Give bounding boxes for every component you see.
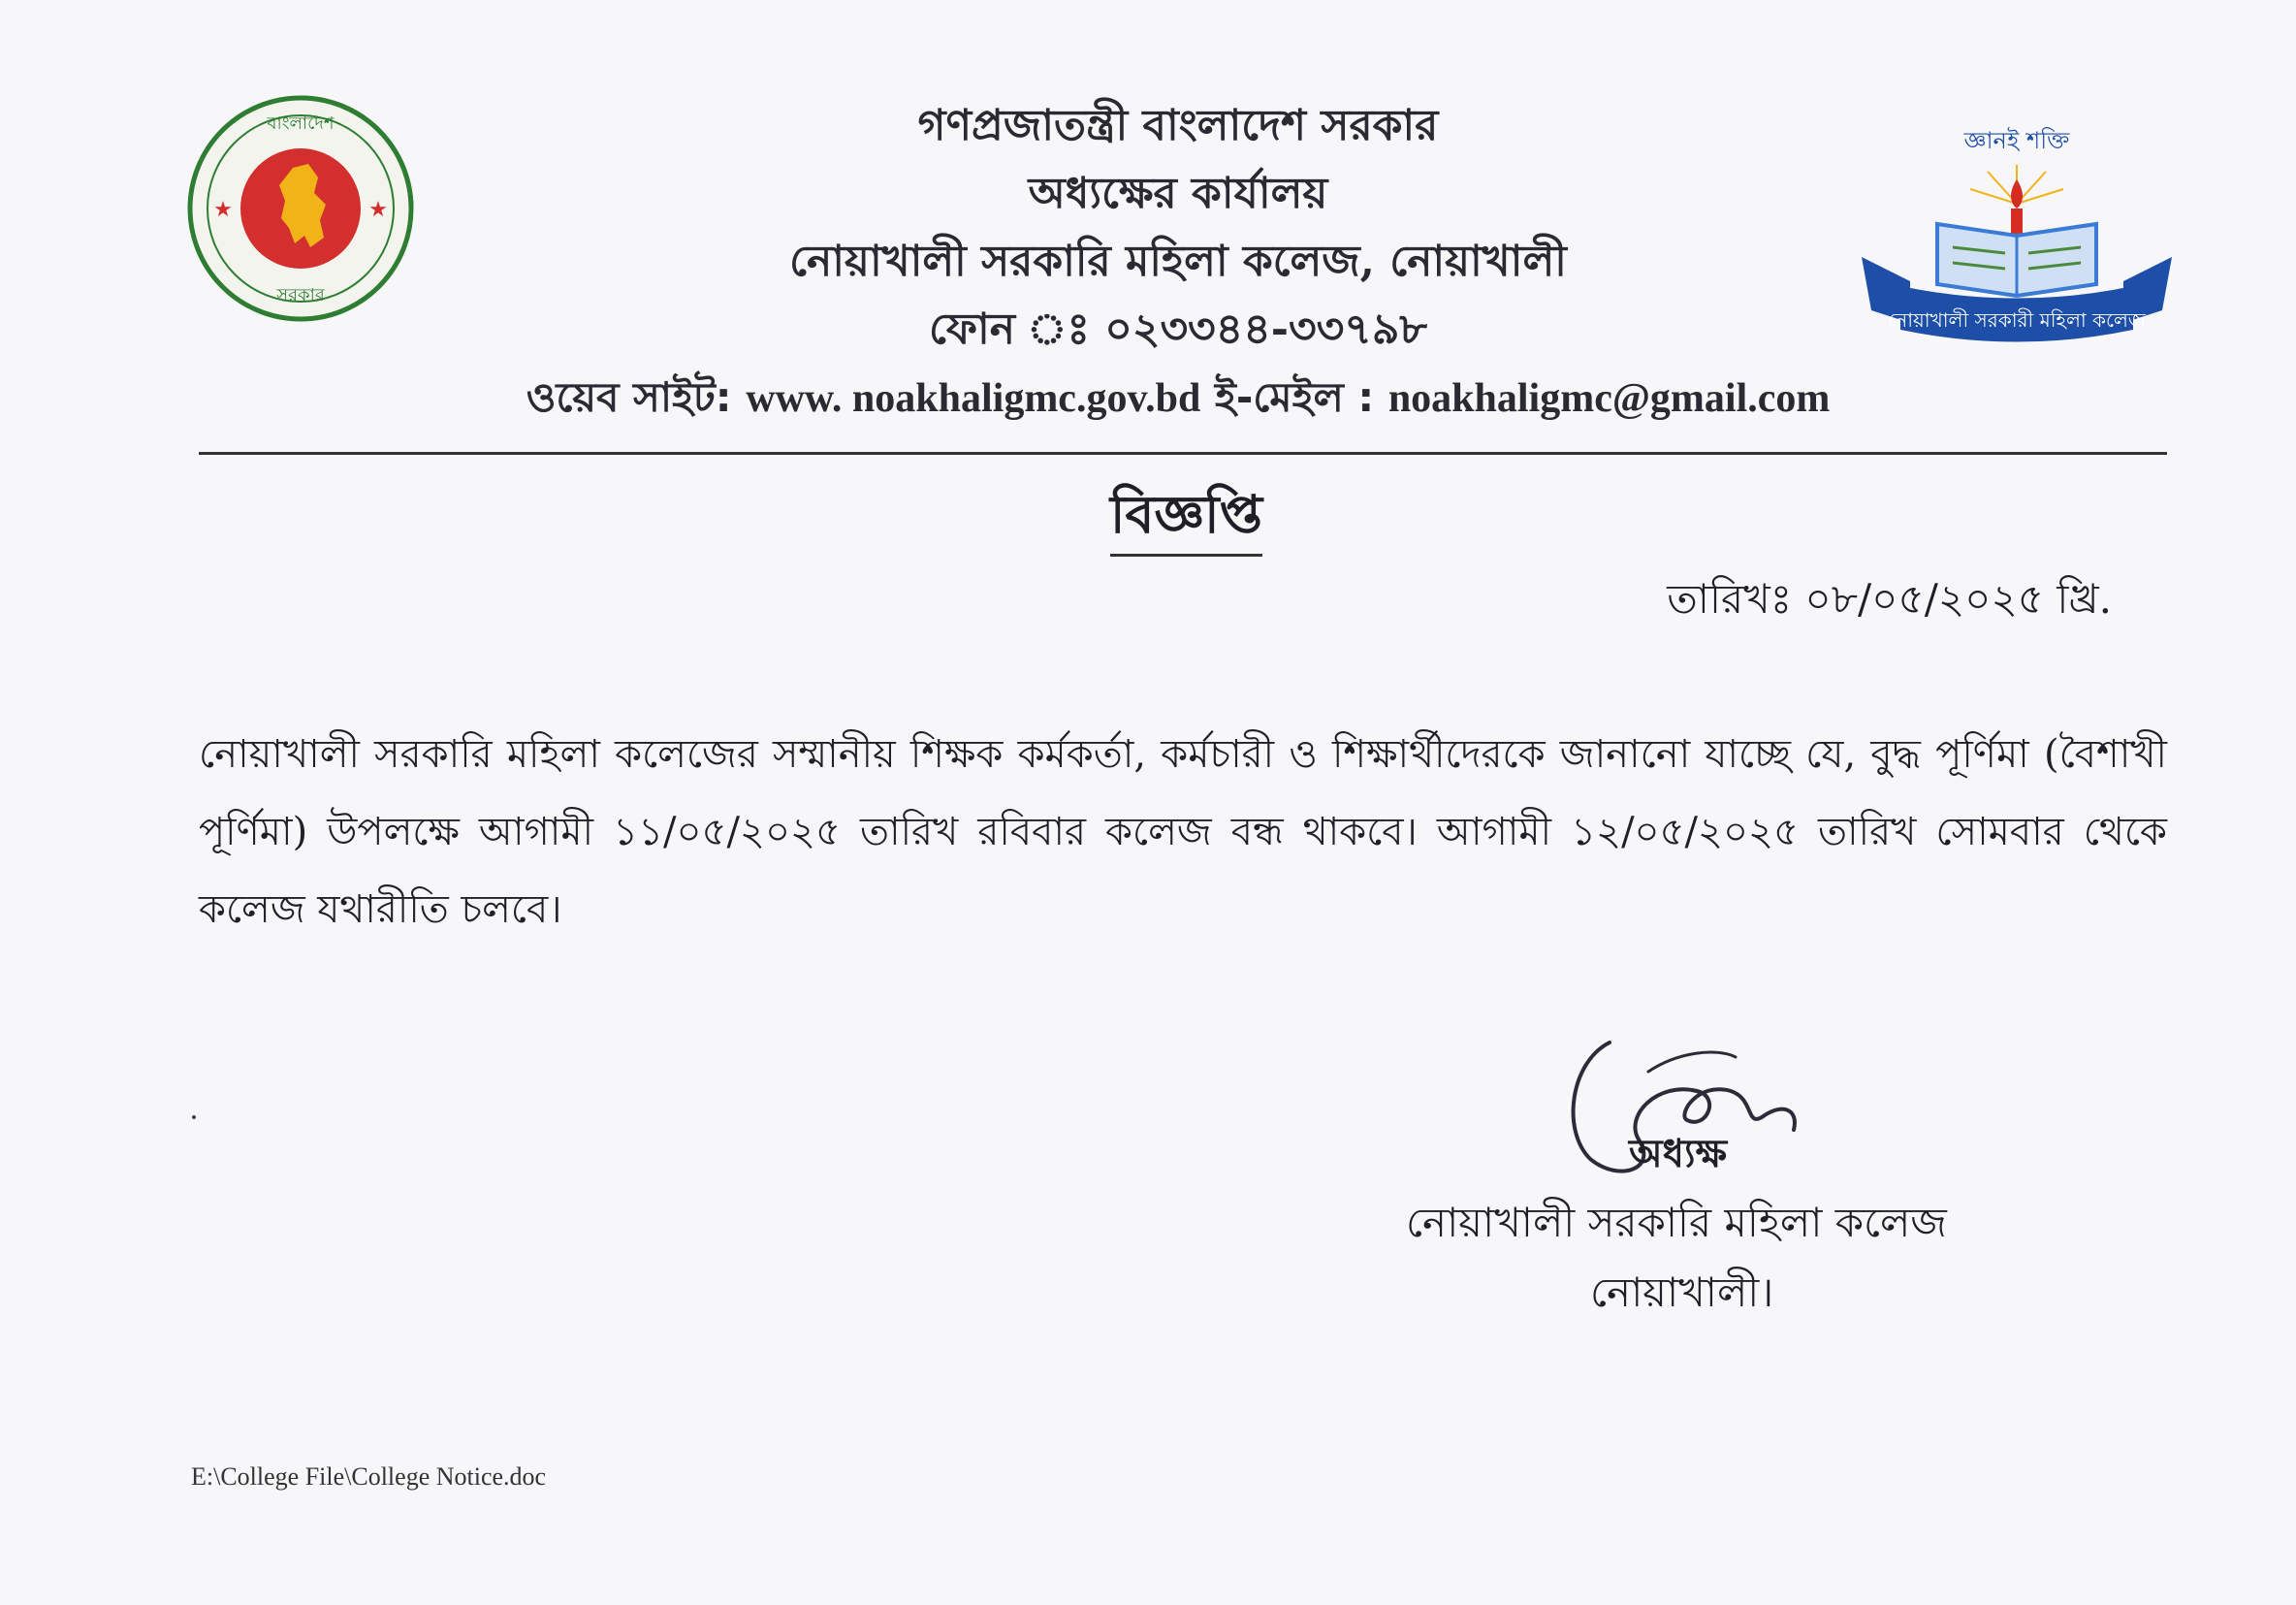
svg-text:জ্ঞানই শক্তি: জ্ঞানই শক্তি <box>1963 127 2070 154</box>
svg-text:সরকার: সরকার <box>276 285 325 305</box>
office-name: অধ্যক্ষের কার্যালয় <box>1028 169 1328 218</box>
signatory-place: নোয়াখালী। <box>1590 1268 1774 1316</box>
college-name: নোয়াখালী সরকারি মহিলা কলেজ, নোয়াখালী <box>789 237 1567 286</box>
government-name: গণপ্রজাতন্ত্রী বাংলাদেশ সরকার <box>917 101 1439 150</box>
government-seal-icon <box>184 92 417 325</box>
letterhead <box>417 92 1939 433</box>
paper-speck <box>192 1115 196 1119</box>
notice-date: তারিখঃ ০৮/০৫/২০২৫ খ্রি. <box>1667 575 2112 623</box>
signatory-title: অধ্যক্ষ <box>1629 1131 1728 1176</box>
svg-text:★: ★ <box>368 198 388 222</box>
college-logo-icon <box>1852 112 2182 354</box>
email-label: ই-মেইল : <box>1214 373 1375 421</box>
svg-text:নোয়াখালী সরকারী মহিলা কলেজ: নোয়াখালী সরকারী মহিলা কলেজ <box>1888 308 2146 332</box>
email-link[interactable]: noakhaligmc@gmail.com <box>1387 376 1831 421</box>
phone-number: ফোন ঃ ০২৩৩৪৪-৩৩৭৯৮ <box>929 305 1427 354</box>
notice-body: নোয়াখালী সরকারি মহিলা কলেজের সম্মানীয় শিক্ষক কর্মকর্তা, কর্মচারী ও শিক্ষার্থীদেরকে জানানো যাচ্ছে যে, বুদ্ধ পূর্ণিমা (বৈশাখী পূর্ণিমা) উপলক্ষে আগামী ১১/০৫/২০২৫ তারিখ রবিবার কলেজ বন্ধ থাকবে। আগামী ১২/০৫/২০২৫ তারিখ সোমবার থেকে কলেজ যথারীতি চলবে। <box>199 732 2167 932</box>
svg-text:★: ★ <box>213 198 233 222</box>
website-label: ওয়েব সাইট: <box>526 373 732 421</box>
website-link[interactable]: www. noakhaligmc.gov.bd <box>746 376 1201 421</box>
contact-line <box>417 364 1939 433</box>
file-path: E:\College File\College Notice.doc <box>191 1462 547 1491</box>
header-divider <box>199 452 2167 455</box>
svg-text:বাংলাদেশ: বাংলাদেশ <box>267 113 335 134</box>
notice-title: বিজ্ঞপ্তি <box>1110 480 1262 557</box>
signatory-college: নোয়াখালী সরকারি মহিলা কলেজ <box>1406 1199 1947 1246</box>
